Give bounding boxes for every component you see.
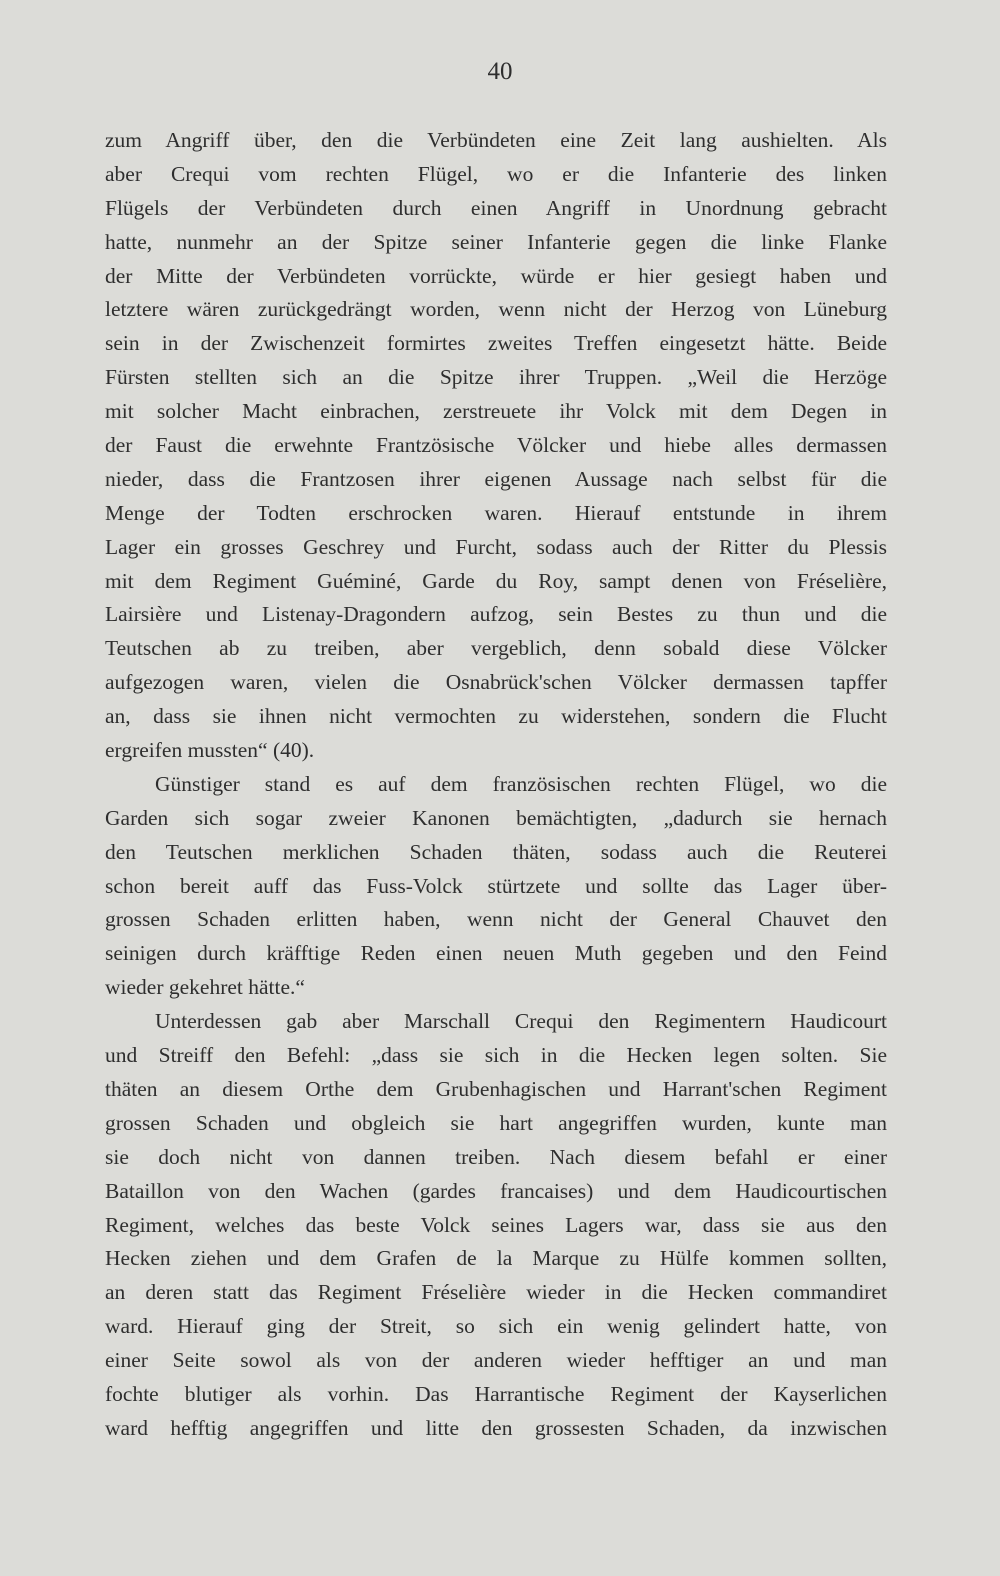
text-line: sein in der Zwischenzeit formirtes zweites Treffen eingesetzt hätte. Beide: [105, 331, 887, 356]
text-line: Unterdessen gab aber Marschall Crequi den Regimentern Haudicourt: [155, 1009, 887, 1034]
text-line: thäten an diesem Orthe dem Grubenhagischen und Harrant'schen Regiment: [105, 1076, 887, 1101]
text-line: wieder gekehret hätte.“: [105, 975, 305, 1000]
text-line: Hecken ziehen und dem Grafen de la Marque zu Hülfe kommen sollten,: [105, 1246, 887, 1271]
page-number: 40: [487, 58, 513, 85]
text-line: letztere wären zurückgedrängt worden, wenn nicht der Herzog von Lüneburg: [105, 297, 887, 322]
text-line: der Mitte der Verbündeten vorrückte, würde er hier gesiegt haben und: [105, 263, 887, 288]
text-line: und Streiff den Befehl: „dass sie sich in die Hecken legen solten. Sie: [105, 1043, 887, 1068]
text-line: ergreifen mussten“ (40).: [105, 738, 315, 763]
text-line: grossen Schaden erlitten haben, wenn nicht der General Chauvet den: [105, 907, 887, 932]
text-line: einer Seite sowol als von der anderen wieder hefftiger an und man: [105, 1348, 887, 1373]
text-line: aufgezogen waren, vielen die Osnabrück'schen Völcker dermassen tapffer: [105, 670, 887, 695]
text-line: fochte blutiger als vorhin. Das Harrantische Regiment der Kayserlichen: [105, 1381, 887, 1406]
text-line: seinigen durch kräfftige Reden einen neuen Muth gegeben und den Feind: [105, 941, 887, 966]
text-line: Lager ein grosses Geschrey und Furcht, sodass auch der Ritter du Plessis: [105, 534, 887, 559]
text-line: Flügels der Verbündeten durch einen Angriff in Unordnung gebracht: [105, 195, 887, 220]
text-line: Teutschen ab zu treiben, aber vergeblich, denn sobald diese Völcker: [105, 636, 887, 661]
text-line: der Faust die erwehnte Frantzösische Völcker und hiebe alles dermassen: [105, 433, 887, 458]
text-line: mit solcher Macht einbrachen, zerstreuete ihr Volck mit dem Degen in: [105, 399, 887, 424]
text-line: den Teutschen merklichen Schaden thäten, sodass auch die Reuterei: [105, 839, 887, 864]
text-line: Lairsière und Listenay-Dragondern aufzog, sein Bestes zu thun und die: [105, 602, 887, 627]
body-text: [105, 124, 887, 1446]
text-line: grossen Schaden und obgleich sie hart angegriffen wurden, kunte man: [105, 1110, 887, 1135]
text-line: aber Crequi vom rechten Flügel, wo er die Infanterie des linken: [105, 161, 887, 186]
text-line: nieder, dass die Frantzosen ihrer eigenen Aussage nach selbst für die: [105, 466, 887, 491]
text-line: hatte, nunmehr an der Spitze seiner Infanterie gegen die linke Flanke: [105, 229, 887, 254]
text-line: sie doch nicht von dannen treiben. Nach diesem befahl er einer: [105, 1144, 887, 1169]
text-line: an, dass sie ihnen nicht vermochten zu widerstehen, sondern die Flucht: [105, 704, 887, 729]
text-line: an deren statt das Regiment Fréselière wieder in die Hecken commandiret: [105, 1280, 887, 1305]
text-line: ward. Hierauf ging der Streit, so sich ein wenig gelindert hatte, von: [105, 1314, 887, 1339]
text-line: zum Angriff über, den die Verbündeten eine Zeit lang aushielten. Als: [105, 128, 887, 152]
text-line: Bataillon von den Wachen (gardes francaises) und dem Haudicourtischen: [105, 1178, 887, 1203]
text-line: mit dem Regiment Guéminé, Garde du Roy, sampt denen von Fréselière,: [105, 568, 887, 593]
text-line: Günstiger stand es auf dem französischen rechten Flügel, wo die: [155, 771, 887, 796]
text-line: Garden sich sogar zweier Kanonen bemächtigten, „dadurch sie hernach: [105, 805, 887, 830]
text-line: ward hefftig angegriffen und litte den grossesten Schaden, da inzwischen: [105, 1415, 887, 1440]
text-line: Fürsten stellten sich an die Spitze ihrer Truppen. „Weil die Herzöge: [105, 365, 887, 390]
text-line: schon bereit auff das Fuss-Volck stürtzete und sollte das Lager über-: [105, 873, 887, 898]
text-line: Regiment, welches das beste Volck seines Lagers war, dass sie aus den: [105, 1212, 887, 1237]
text-line: Menge der Todten erschrocken waren. Hierauf entstunde in ihrem: [105, 500, 887, 525]
